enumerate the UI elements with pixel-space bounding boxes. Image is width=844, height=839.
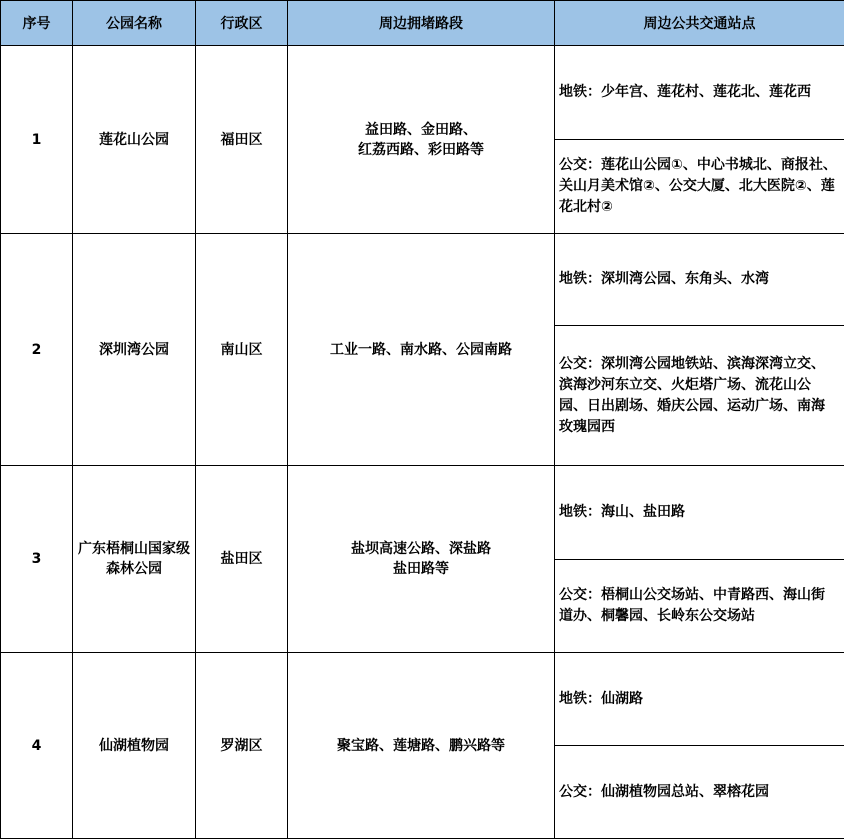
row-metro-stops: 地铁：少年宫、莲花村、莲花北、莲花西: [555, 46, 844, 140]
row-metro-stops: 地铁：海山、盐田路: [555, 466, 844, 560]
row-congested-roads: [288, 46, 555, 234]
row-park-name: 深圳湾公园: [73, 234, 196, 466]
table-header-row: [1, 1, 844, 46]
table-row: [1, 466, 844, 560]
row-no: 1: [1, 46, 73, 234]
row-bus-stops: 公交：仙湖植物园总站、翠榕花园: [555, 746, 844, 839]
roads-line-2: 红荔西路、彩田路等: [288, 140, 554, 160]
header-no: 序号: [1, 1, 73, 46]
row-no: 3: [1, 466, 73, 653]
header-transit-stops: 周边公共交通站点: [555, 1, 844, 46]
roads-line-1: 盐坝高速公路、深盐路: [288, 539, 554, 559]
row-no: 4: [1, 653, 73, 839]
row-congested-roads: [288, 234, 555, 466]
table-row: [1, 653, 844, 746]
row-metro-stops: 地铁：仙湖路: [555, 653, 844, 746]
row-bus-stops: 公交：深圳湾公园地铁站、滨海深湾立交、滨海沙河东立交、火炬塔广场、流花山公园、日出剧场、婚庆公园、运动广场、南海玫瑰园西: [555, 326, 844, 466]
row-no: 2: [1, 234, 73, 466]
row-district: 盐田区: [196, 466, 288, 653]
row-park-name: 仙湖植物园: [73, 653, 196, 839]
row-district: 罗湖区: [196, 653, 288, 839]
header-congested-roads: 周边拥堵路段: [288, 1, 555, 46]
row-park-name: 广东梧桐山国家级森林公园: [73, 466, 196, 653]
roads-line-1: 益田路、金田路、: [288, 120, 554, 140]
row-bus-stops: 公交：梧桐山公交场站、中青路西、海山街道办、桐馨园、长岭东公交场站: [555, 560, 844, 653]
row-park-name: 莲花山公园: [73, 46, 196, 234]
row-bus-stops: 公交：莲花山公园①、中心书城北、商报社、关山月美术馆②、公交大厦、北大医院②、莲花北村②: [555, 140, 844, 234]
row-district: 南山区: [196, 234, 288, 466]
roads-line-2: 盐田路等: [288, 559, 554, 579]
row-congested-roads: [288, 653, 555, 839]
row-district: 福田区: [196, 46, 288, 234]
table-row: [1, 234, 844, 326]
row-congested-roads: [288, 466, 555, 653]
row-metro-stops: 地铁：深圳湾公园、东角头、水湾: [555, 234, 844, 326]
header-park-name: 公园名称: [73, 1, 196, 46]
roads-line-1: 聚宝路、莲塘路、鹏兴路等: [288, 736, 554, 756]
header-district: 行政区: [196, 1, 288, 46]
table-row: [1, 46, 844, 140]
roads-line-1: 工业一路、南水路、公园南路: [288, 340, 554, 360]
